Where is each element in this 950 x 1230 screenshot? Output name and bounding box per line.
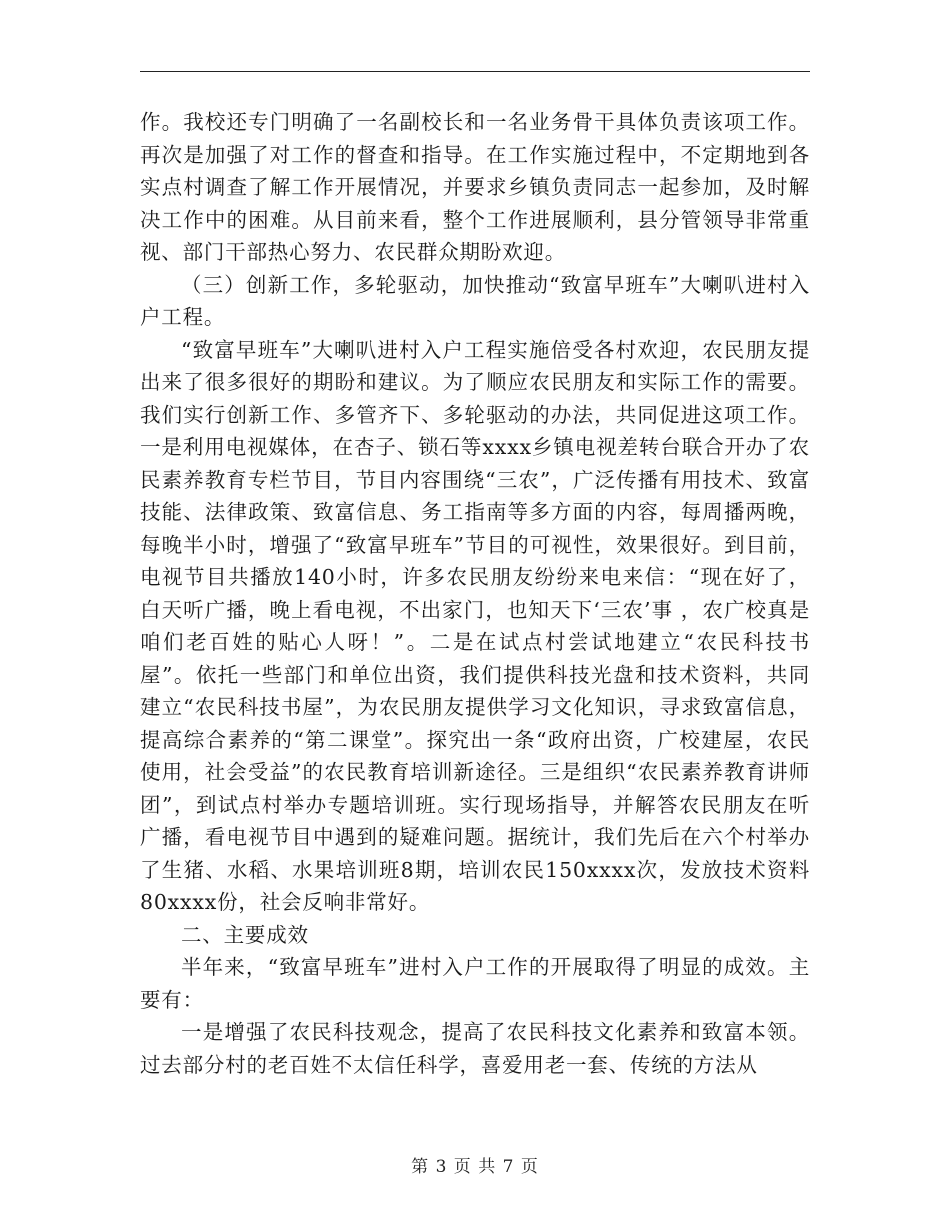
- document-body: [140, 106, 810, 1081]
- paragraph: 一是增强了农民科技观念，提高了农民科技文化素养和致富本领。过去部分村的老百姓不太信任科学，喜爱用老一套、传统的方法从: [140, 1020, 810, 1077]
- page-footer: 第 3 页 共 7 页: [411, 1157, 539, 1177]
- paragraph: 作。我校还专门明确了一名副校长和一名业务骨干具体负责该项工作。再次是加强了对工作的督查和指导。在工作实施过程中，不定期地到各实点村调查了解工作开展情况，并要求乡镇负责同志一起参加，及时解决工作中的困难。从目前来看，整个工作进展顺利，县分管领导非常重视、部门干部热心努力、农民群众期盼欢迎。: [140, 110, 810, 264]
- header-rule: [140, 71, 810, 72]
- paragraph: 半年来，“致富早班车”进村入户工作的开展取得了明显的成效。主要有：: [140, 955, 810, 1012]
- section-heading: （三）创新工作，多轮驱动，加快推动“致富早班车”大喇叭进村入户工程。: [140, 272, 810, 329]
- paragraph: “致富早班车”大喇叭进村入户工程实施倍受各村欢迎，农民朋友提出来了很多很好的期盼和建议。为了顺应农民朋友和实际工作的需要。我们实行创新工作、多管齐下、多轮驱动的办法，共同促进这项工作。一是利用电视媒体，在杏子、锁石等xxxx乡镇电视差转台联合开办了农民素养教育专栏节目，节目内容围绕“三农”，广泛传播有用技术、致富技能、法律政策、致富信息、务工指南等多方面的内容，每周播两晚，每晚半小时，增强了“致富早班车”节目的可视性，效果很好。到目前，电视节目共播放140小时，许多农民朋友纷纷来电来信：“现在好了，白天听广播，晚上看电视，不出家门，也知天下‘三农’事 ，农广校真是咱们老百姓的贴心人呀！”。二是在试点村尝试地建立“农民科技书屋”。依托一些部门和单位出资，我们提供科技光盘和技术资料，共同建立“农民科技书屋”，为农民朋友提供学习文化知识，寻求致富信息，提高综合素养的“第二课堂”。探究出一条“政府出资，广校建屋，农民使用，社会受益”的农民教育培训新途径。三是组织“农民素养教育讲师团”，到试点村举办专题培训班。实行现场指导，并解答农民朋友在听广播，看电视节目中遇到的疑难问题。据统计，我们先后在六个村举办了生猪、水稻、水果培训班8期，培训农民150xxxx次，发放技术资料80xxxx份，社会反响非常好。: [140, 337, 810, 914]
- section-heading: 二、主要成效: [181, 922, 309, 947]
